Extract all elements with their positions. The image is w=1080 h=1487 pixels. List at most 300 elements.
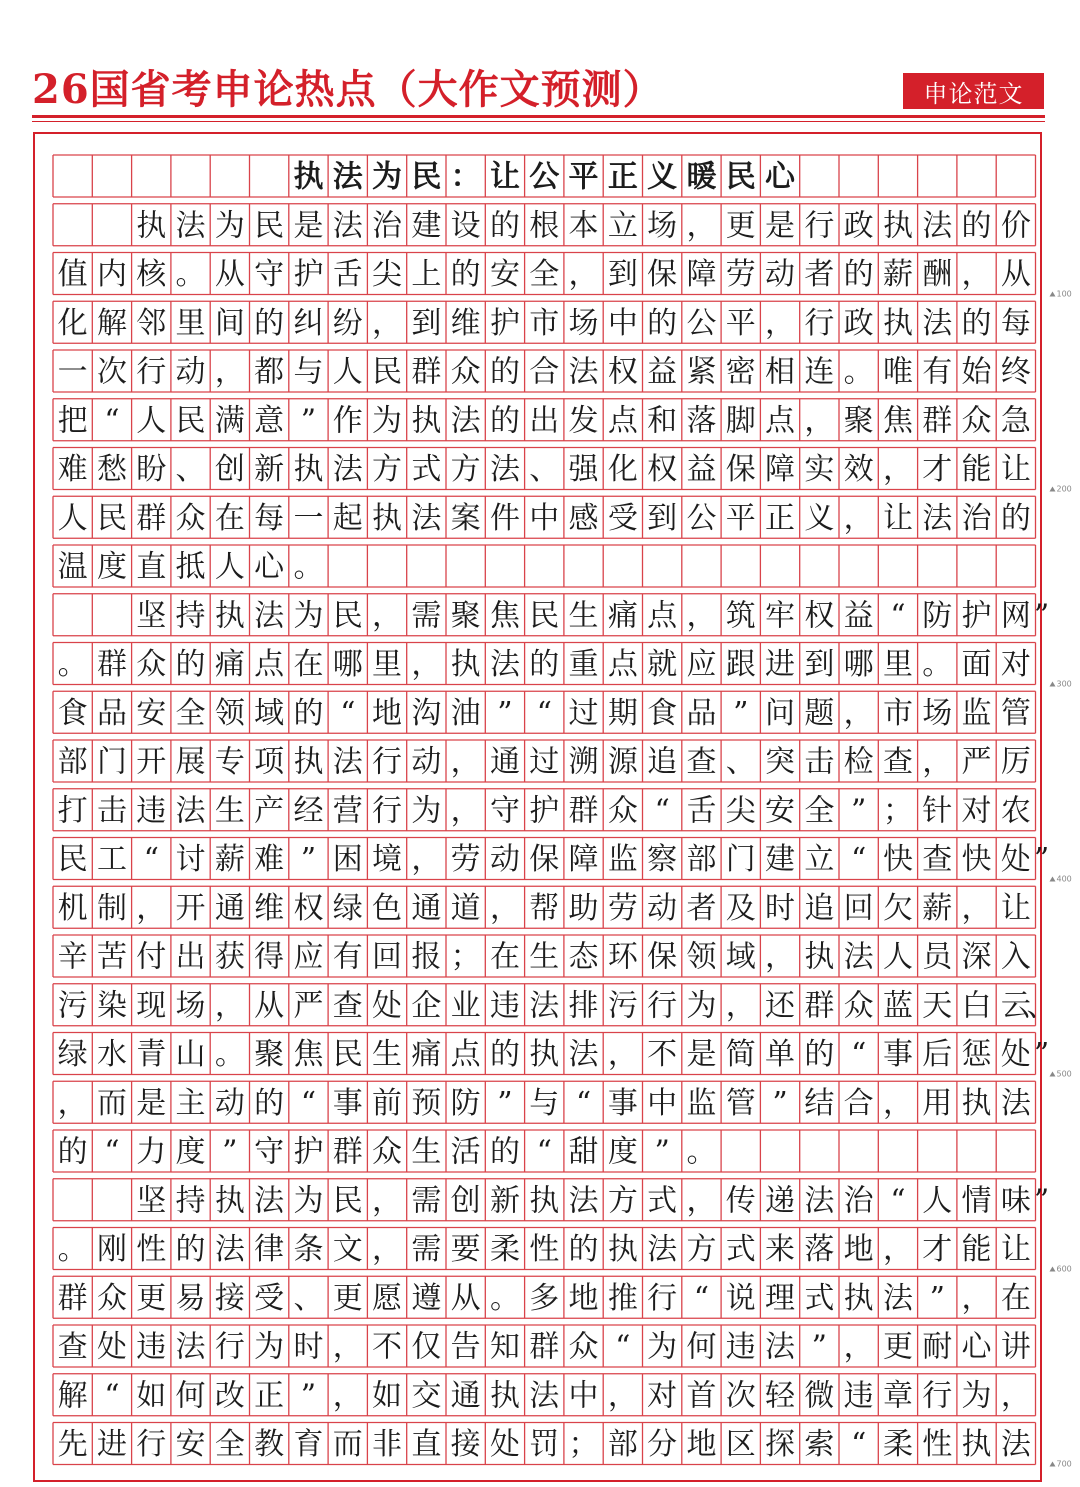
essay-char: 监 [686,1085,717,1121]
essay-char: 法 [529,988,560,1024]
essay-char: 执 [961,1085,992,1121]
essay-char: 行 [804,208,835,244]
essay-char: ， [882,1232,913,1267]
essay-char: 教 [254,1427,285,1462]
essay-char: 追 [804,890,835,926]
essay-char: ， [411,647,442,682]
essay-char: 众 [136,647,167,682]
essay-char: 前 [372,1085,403,1121]
essay-char: 的 [568,1232,599,1267]
essay-char: 场 [922,695,953,731]
essay-char: 困 [332,842,363,877]
essay-char: “ [890,1183,906,1219]
essay-char: 力 [136,1134,167,1170]
essay-char: 群 [804,988,835,1024]
essay-char: 法 [922,500,953,536]
essay-char: 追 [647,744,678,780]
essay-char: 就 [647,647,678,682]
essay-char: 度 [607,1134,638,1170]
essay-char: 愁 [96,452,127,487]
essay-char: 众 [450,354,481,390]
essay-char: 全 [214,1427,245,1462]
essay-char: ” [1033,1183,1050,1219]
essay-char: 的 [57,1134,88,1170]
essay-char: ” [850,793,867,829]
essay-char: 为 [293,598,324,634]
essay-char: ， [489,890,520,926]
essay-char: ， [1000,1378,1031,1414]
essay-char: ， [57,1085,88,1121]
essay-char: 非 [372,1427,403,1462]
essay-char: 部 [686,842,717,877]
essay-char: 民 [332,1183,363,1219]
essay-char: 天 [922,988,953,1024]
essay-char: 管 [1000,695,1031,731]
essay-char: “ [850,1037,867,1072]
essay-char: 入 [1000,939,1031,975]
essay-char: 公 [686,305,717,341]
essay-char: 的 [1000,500,1031,536]
essay-char: 民 [175,403,206,439]
essay-char: 主 [175,1085,206,1121]
essay-char: 中 [568,1378,599,1414]
essay-title-char: 法 [332,159,363,195]
essay-char: 柔 [489,1232,520,1267]
essay-char: 次 [96,354,127,390]
essay-char: 愿 [372,1280,403,1316]
essay-char: 化 [607,452,638,487]
essay-char: 纠 [293,305,324,341]
essay-char: 探 [765,1427,796,1462]
essay-char: 在 [214,500,245,536]
essay-char: 法 [647,1232,678,1267]
essay-char: 处 [372,988,403,1024]
essay-char: 到 [647,500,678,536]
essay-char: 处 [489,1427,520,1462]
essay-char: 终 [1000,354,1031,390]
essay-char: 食 [57,695,88,731]
margin-tick [1050,1460,1072,1469]
essay-char: ” [811,1329,828,1365]
essay-char: 中 [529,500,560,536]
essay-char: 而 [332,1427,363,1462]
essay-char: 法 [765,1329,796,1365]
essay-char: 舌 [332,257,363,292]
essay-char: “ [536,695,552,731]
essay-char: 更 [332,1280,363,1316]
essay-char: ， [607,1037,638,1072]
essay-char: 告 [450,1329,481,1365]
essay-char: 痛 [607,598,638,634]
essay-char: ， [214,988,245,1024]
essay-char: “ [575,1085,592,1121]
essay-char: 法 [175,208,206,244]
essay-char: 护 [293,257,324,292]
essay-char: 执 [882,305,913,341]
essay-char: 群 [136,500,167,536]
essay-char: 点 [765,403,796,439]
essay-char: 义 [804,500,835,536]
essay-title-char: 义 [647,159,678,195]
essay-char: ， [607,1378,638,1414]
essay-char: 从 [450,1280,481,1316]
essay-char: 过 [529,744,560,780]
essay-char: 遵 [411,1280,442,1316]
essay-char: 绿 [332,890,363,926]
essay-char: 一 [293,500,324,536]
essay-char: 民 [332,598,363,634]
essay-char: 执 [529,1183,560,1219]
essay-char: ， [332,1329,363,1365]
tick-arrow-icon [1050,682,1056,687]
essay-char: 进 [765,647,796,682]
essay-char: 简 [725,1037,756,1072]
essay-char: 治 [372,208,403,244]
essay-char: 跟 [725,647,756,682]
tick-label: 100 [1056,289,1072,299]
essay-char: 源 [607,744,638,780]
essay-char: ， [765,939,796,975]
essay-char: ， [804,403,835,439]
essay-char: 场 [647,208,678,244]
essay-char: 执 [529,1037,560,1072]
essay-char: 的 [489,403,520,439]
essay-char: 文 [332,1232,363,1267]
essay-char: 行 [214,1329,245,1365]
essay-char: 还 [765,988,796,1024]
essay-char: 值 [57,257,88,292]
essay-char: 坚 [136,1183,167,1219]
essay-char: ” [1033,598,1050,634]
essay-char: 薪 [214,842,245,877]
essay-char: 门 [725,842,756,877]
essay-char: 生 [568,598,599,634]
essay-char: 及 [725,890,756,926]
essay-char: 活 [450,1134,481,1170]
essay-char: 焦 [293,1037,324,1072]
essay-char: 处 [1000,842,1031,877]
essay-char: 舌 [686,793,717,829]
essay-char: 哪 [843,647,874,682]
essay-char: 污 [57,988,88,1024]
essay-char: 回 [372,939,403,975]
tick-arrow-icon [1050,292,1056,297]
essay-char: 地 [372,695,403,731]
essay-char: 纷 [332,305,363,341]
essay-char: 全 [529,257,560,292]
essay-char: 对 [1000,647,1031,682]
essay-char: 执 [214,598,245,634]
essay-char: 劳 [607,890,638,926]
essay-char: 的 [647,305,678,341]
essay-char: 让 [1000,452,1031,487]
essay-char: 是 [293,208,324,244]
essay-char: 青 [136,1037,167,1072]
essay-char: 牢 [765,598,796,634]
essay-char: 打 [57,793,88,829]
essay-char: 政 [843,305,874,341]
essay-char: ， [765,305,796,341]
essay-title-char: 民 [411,159,442,195]
essay-char: 业 [450,988,481,1024]
tick-label: 300 [1056,679,1072,689]
essay-char: 尖 [725,793,756,829]
essay-char: 立 [804,842,835,877]
essay-char: 执 [607,1232,638,1267]
essay-char: 通 [411,890,442,926]
essay-char: 育 [293,1427,324,1462]
essay-char: 预 [411,1085,442,1121]
essay-char: 罚 [529,1427,560,1462]
essay-char: 动 [214,1085,245,1121]
essay-char: 直 [411,1427,442,1462]
essay-char: 起 [332,500,363,536]
essay-char: ， [568,257,599,292]
essay-char: 式 [725,1232,756,1267]
essay-char: 门 [96,744,127,780]
essay-char: 处 [96,1329,127,1365]
essay-char: 行 [647,988,678,1024]
essay-char: 过 [568,695,599,731]
essay-char: 的 [489,1134,520,1170]
essay-char: 平 [725,305,756,341]
essay-char: 为 [372,403,403,439]
essay-char: ， [332,1378,363,1414]
essay-char: 解 [96,305,127,341]
essay-char: 劳 [450,842,481,877]
essay-char: 通 [489,744,520,780]
essay-char: 立 [607,208,638,244]
essay-char: 、 [725,744,756,780]
essay-char: 。 [922,647,953,682]
essay-char: 首 [686,1378,717,1414]
essay-char: 有 [922,354,953,390]
essay-char: ” [772,1085,788,1121]
essay-char: 护 [961,598,992,634]
essay-char: 进 [96,1427,127,1462]
essay-char: 点 [450,1037,481,1072]
essay-char: ” [1033,842,1050,877]
essay-char: 强 [568,452,599,487]
essay-title-char: ： [450,159,481,195]
essay-char: 保 [529,842,560,877]
essay-char: 。 [489,1280,520,1316]
essay-char: 为 [647,1329,678,1365]
essay-char: 式 [647,1183,678,1219]
essay-char: 执 [450,647,481,682]
essay-char: 法 [922,208,953,244]
essay-char: 实 [804,452,835,487]
essay-char: 出 [529,403,560,439]
essay-char: 法 [882,1280,913,1316]
essay-char: 从 [254,988,285,1024]
essay-char: ， [136,890,167,926]
essay-char: ” [497,695,513,731]
essay-char: 发 [568,403,599,439]
essay-char: 态 [568,939,599,975]
essay-char: 人 [136,403,167,439]
essay-char: 点 [254,647,285,682]
essay-char: 众 [568,1329,599,1365]
essay-char: 哪 [332,647,363,682]
essay-char: 为 [293,1183,324,1219]
essay-char: ， [411,842,442,877]
essay-char: 排 [568,988,599,1024]
essay-char: 法 [332,452,363,487]
essay-text [58,160,1057,1463]
essay-char: 法 [804,1183,835,1219]
essay-char: 品 [686,695,717,731]
essay-char: 的 [175,647,206,682]
essay-char: 连 [804,354,835,390]
essay-char: 不 [372,1329,403,1365]
essay-char: 查 [882,744,913,780]
essay-char: 间 [214,305,245,341]
essay-char: 助 [568,890,599,926]
essay-char: 式 [804,1280,835,1316]
essay-char: 接 [214,1280,245,1316]
essay-char: 来 [765,1232,796,1267]
essay-char: 动 [175,354,206,390]
essay-char: 监 [607,842,638,877]
essay-char: 的 [843,257,874,292]
essay-char: 本 [568,208,599,244]
essay-char: 沟 [411,695,442,731]
essay-char: 为 [214,208,245,244]
essay-char: 为 [254,1329,285,1365]
essay-char: 点 [647,598,678,634]
essay-char: “ [615,1329,631,1365]
essay-char: 满 [214,403,245,439]
essay-char: 焦 [882,403,913,439]
essay-char: 法 [529,1378,560,1414]
essay-char: 聚 [843,403,874,439]
essay-char: 网 [1000,598,1031,634]
essay-char: 邻 [136,305,167,341]
essay-char: 色 [372,890,403,926]
essay-char: 法 [843,939,874,975]
essay-char: 何 [175,1378,206,1414]
margin-tick [1050,680,1072,689]
essay-char: 全 [804,793,835,829]
tick-label: 400 [1056,874,1072,884]
essay-char: 区 [725,1427,756,1462]
essay-char: 点 [607,647,638,682]
essay-char: ” [654,1134,670,1170]
essay-char: ， [450,744,481,780]
essay-char: 与 [293,354,324,390]
essay-char: 防 [450,1085,481,1121]
essay-char: 让 [882,500,913,536]
essay-char: 易 [175,1280,206,1316]
essay-char: 者 [686,890,717,926]
essay-char: “ [693,1280,710,1316]
essay-char: 推 [607,1280,638,1316]
tick-label: 200 [1056,484,1072,494]
essay-char: 传 [725,1183,756,1219]
essay-char: ， [882,452,913,487]
essay-char: 人 [57,500,88,536]
essay-char: 事 [882,1037,913,1072]
essay-char: 每 [1000,305,1031,341]
essay-char: “ [890,598,906,634]
essay-char: 设 [450,208,481,244]
essay-char: 能 [961,1232,992,1267]
essay-char: 甜 [568,1134,599,1170]
essay-char: 件 [489,500,520,536]
essay-char: 生 [372,1037,403,1072]
essay-char: ， [843,1329,874,1365]
essay-char: 动 [489,842,520,877]
essay-char: 内 [96,257,127,292]
essay-char: 道 [450,890,481,926]
essay-char: 需 [411,598,442,634]
essay-char: 讨 [175,842,206,877]
essay-char: 知 [489,1329,520,1365]
essay-char: 人 [882,939,913,975]
essay-char: 持 [175,598,206,634]
essay-char: 持 [175,1183,206,1219]
essay-char: 唯 [882,354,913,390]
essay-char: 法 [450,403,481,439]
essay-char: 心 [254,549,285,585]
essay-char: 苦 [96,939,127,975]
essay-char: 温 [57,549,88,585]
essay-char: 不 [647,1037,678,1072]
essay-char: ； [882,793,913,829]
essay-char: 权 [293,890,324,926]
essay-char: 聚 [254,1037,285,1072]
essay-char: 味 [1000,1183,1031,1219]
essay-char: 针 [922,793,953,829]
essay-char: 何 [686,1329,717,1365]
essay-char: 方 [372,452,403,487]
essay-char: 行 [804,305,835,341]
essay-char: 酬 [922,257,953,292]
essay-char: “ [104,1378,120,1414]
essay-char: 问 [765,695,796,731]
essay-char: 受 [607,500,638,536]
essay-title-char: 公 [529,159,560,195]
essay-char: 创 [214,452,245,487]
essay-char: 次 [725,1378,756,1414]
essay-char: 通 [450,1378,481,1414]
essay-char: 突 [765,744,796,780]
essay-char: 人 [332,354,363,390]
essay-char: 根 [529,208,560,244]
essay-char: 开 [136,744,167,780]
essay-char: 蓝 [882,988,913,1024]
essay-char: 仅 [411,1329,442,1365]
essay-char: 法 [175,1329,206,1365]
essay-char: 一 [57,354,88,390]
essay-char: 治 [843,1183,874,1219]
essay-char: 。 [57,647,88,682]
essay-char: 深 [961,939,992,975]
essay-char: 筑 [725,598,756,634]
essay-char: 行 [922,1378,953,1414]
essay-char: 始 [961,354,992,390]
essay-char: 展 [175,744,206,780]
essay-char: 民 [332,1037,363,1072]
essay-char: 动 [647,890,678,926]
essay-char: 执 [804,939,835,975]
essay-char: ， [882,1085,913,1121]
essay-char: 效 [843,452,874,487]
essay-char: 轻 [765,1378,796,1414]
essay-char: 重 [568,647,599,682]
essay-char: 保 [647,939,678,975]
